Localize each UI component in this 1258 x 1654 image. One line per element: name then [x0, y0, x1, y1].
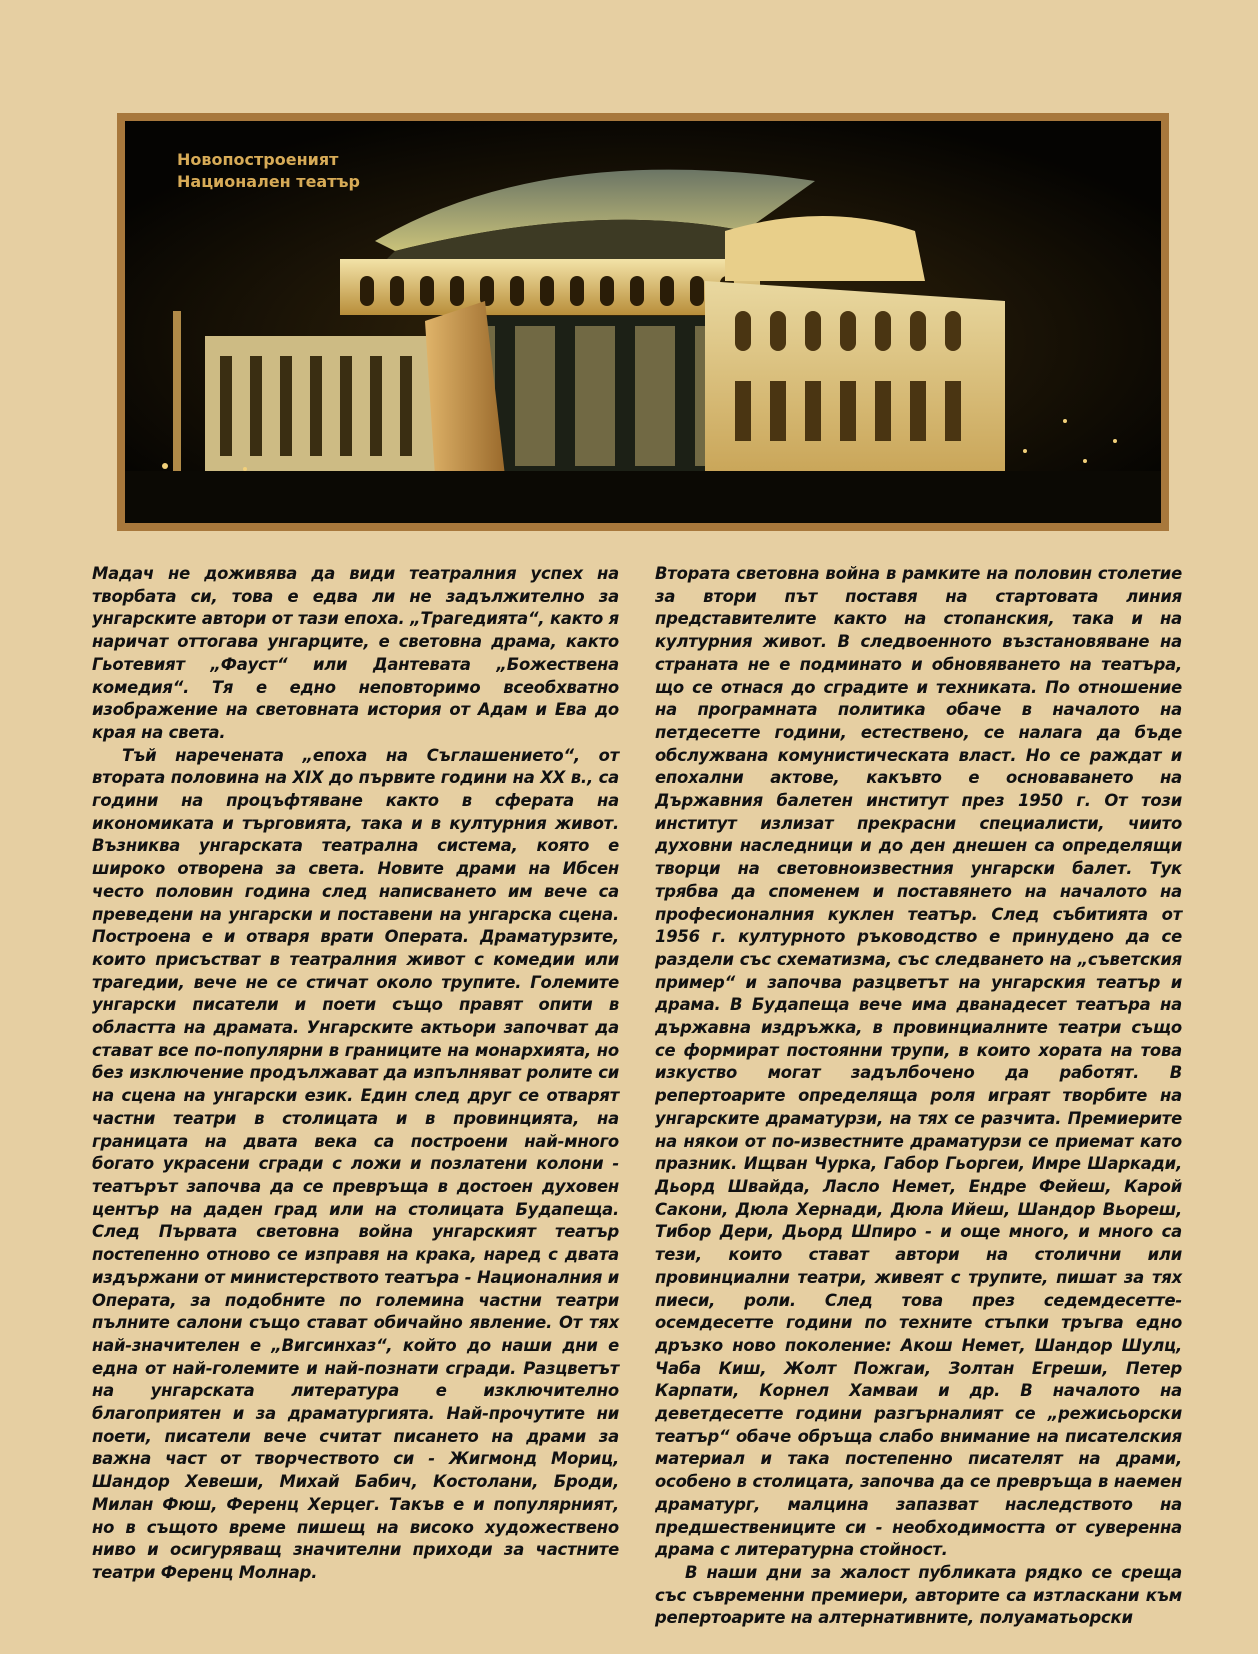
right-paragraph-1: Втората световна война в рамките на половин столетие за втори път поставя на стартовата линия представителите както на стопанския, така и на културния живот. В следвоенното възстановяване на страната не е подминато и обновяването на театъра, що се отнася до сградите и техниката. По отношение на програмната политика обаче в началото на петдесетте години, естествено, се налага да бъде обслужвана комунистическата власт. Но се раждат и епохални актове, какъвто е основаването на Държавния балетен институт през 1950 г. От този институт излизат прекрасни специалисти, чиито духовни наследници и до ден днешен са определящи творци на световноизвестния унгарски балет. Тук трябва да споменем и поставянето на началото на професионалния куклен театър. След събитията от 1956 г. културното ръководство е принудено да се раздели със схематизма, със следването на „съветския пример“ и започва разцветът на унгарския театър и драма. В Будапеща вече има дванадесет театъра на държавна издръжка, в провинциалните театри също се формират постоянни трупи, в които хората на това изкуство могат задълбочено да работят. В репертоарите определяща роля играят творбите на унгарските драматурзи, на тях се разчита. Премиерите на някои от по-известните драматурзи се приемат като празник. Ищван Чурка, Габор Гьоргеи, Имре Шаркади, Дьорд Швайда, Ласло Немет, Ендре Фейеш, Карой Сакони, Дюла Хернади, Дюла Ийеш, Шандор Вьореш, Тибор Дери, Дьорд Шпиро - и още много, и много са тези, които стават автори на столични или провинциални театри, живеят с трупите, пишат за тях пиеси, роли. След това през седемдесетте-осемдесетте години по техните стъпки тръгва едно дръзко ново поколение: Акош Немет, Шандор Шулц, Чаба Киш, Жолт Пожгаи, Золтан Егреши, Петер Карпати, Корнел Хамваи и др. В началото на деветдесетте години разгърналият се „режисьорски театър“ обаче обръща слабо внимание на писателския материал и така постепенно писателят на драми, особено в столицата, започва да се превръща в наемен драматург, малцина запазват наследството на предшествениците си - необходимостта от суверенна драма с литературна стойност. [655, 564, 1182, 1560]
caption-line-2: Национален театър [177, 172, 360, 191]
article-columns [92, 563, 1182, 1630]
photo-caption [177, 149, 360, 193]
left-paragraph-1: Мадач не доживява да види театралния успех на творбата си, това е едва ли не задължително за унгарските автори от тази епоха. „Трагедията“, както я наричат оттогава унгарците, е световна драма, както Гьотевият „Фауст“ или Дантевата „Божествена комедия“. Тя е едно неповторимо всеобхватно изображение на световната история от Адам и Ева до края на света. [92, 564, 619, 742]
left-paragraph-2: Тъй наречената „епоха на Съглашението“, от втората половина на XIX до първите години на XX в., са години на процъфтяване както в сферата на икономиката и търговията, така и в културния живот. Възниква унгарската театрална система, която е широко отворена за света. Новите драми на Ибсен често половин година след написването им вече са преведени на унгарски и поставени на унгарска сцена. Построена е и отваря врати Операта. Драматурзите, които присъстват в театралния живот с комедии или трагедии, вече не се стичат около трупите. Големите унгарски писатели и поети също правят опити в областта на драмата. Унгарските актьори започват да стават все по-популярни в границите на монархията, но без изключение продължават да изпълняват ролите си на сцена на унгарски език. Един след друг се отварят частни театри в столицата и в провинцията, на границата на двата века са построени най-много богато украсени сгради с ложи и позлатени колони - театърът започва да се превръща в достоен духовен център на даден град или на столицата Будапеща. След Първата световна война унгарският театър постепенно отново се изправя на крака, наред с двата издържани от министерството театъра - Националния и Операта, за подобните по големина частни театри пълните салони също стават обичайно явление. От тях най-значителен е „Вигсинхаз“, който до наши дни е една от най-големите и най-познати сгради. Разцветът на унгарската литература е изключително благоприятен и за драматургията. Най-прочутите ни поети, писатели вече считат писането на драми за важна част от творчеството си - Жигмонд Мориц, Шандор Хевеши, Михай Бабич, Костолани, Броди, Милан Фюш, Ференц Херцег. Такъв е и популярният, но в същото време пишещ на високо художествено ниво и осигуряващ значителни приходи за частните театри Ференц Молнар. [92, 745, 619, 1582]
left-column [92, 563, 619, 1630]
right-paragraph-2: В наши дни за жалост публиката рядко се среща със съвременни премиери, авторите са изтласкани към репертоарите на алтернативните, полуаматьорски [655, 1562, 1182, 1628]
national-theatre-photo [125, 121, 1161, 523]
caption-line-1: Новопостроеният [177, 150, 339, 169]
right-column [655, 563, 1182, 1630]
photo-frame [117, 113, 1169, 531]
